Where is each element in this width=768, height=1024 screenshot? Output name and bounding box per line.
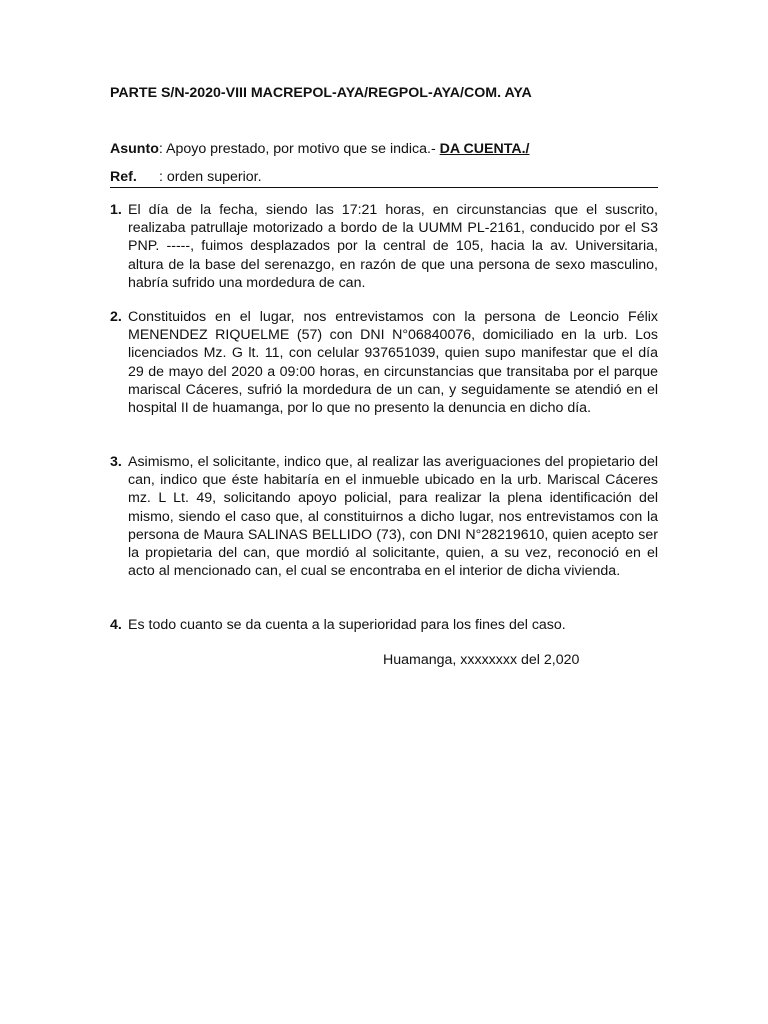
- subject-label: Asunto: [110, 141, 159, 157]
- subject-emphasis: DA CUENTA./: [439, 141, 530, 157]
- paragraph-text: Asimismo, el solicitante, indico que, al realizar las averiguaciones del propietario del can, indico que éste habitaría en el inmueble ubicado en la urb. Mariscal Cáceres mz. L Lt. 49, solicitando apoyo policial, para realizar la plena identificación del mismo, siendo el caso que, al constituirnos a dicho lugar, nos entrevistamos con la persona de Maura SALINAS BELLIDO (73), con DNI N°28219610, quien acepto ser la propietaria del can, que mordió al solicitante, quien, a su vez, reconoció en el acto al mencionado can, el cual se encontraba en el interior de dicha vivienda.: [128, 454, 658, 580]
- paragraph-text: El día de la fecha, siendo las 17:21 horas, en circunstancias que el suscrito, realizaba patrullaje motorizado a bordo de la UUMM PL-2161, conducido por el S3 PNP. -----, fuimos desplazados por la central de 105, hacia la av. Universitaria, altura de la base del serenazgo, en razón de que una persona de sexo masculino, habría sufrido una mordedura de can.: [128, 202, 658, 291]
- paragraph-item-4: [110, 616, 658, 634]
- closing-place-date: Huamanga, xxxxxxxx del 2,020: [383, 652, 580, 668]
- paragraph-item-1: [110, 201, 658, 292]
- paragraph-text: Es todo cuanto se da cuenta a la superioridad para los fines del caso.: [128, 617, 566, 633]
- header-divider: [110, 187, 658, 188]
- reference-line: [110, 169, 262, 185]
- paragraph-number: 2.: [110, 309, 122, 325]
- paragraph-number: 3.: [110, 454, 122, 470]
- document-page: [110, 0, 658, 1024]
- paragraph-item-2: [110, 308, 658, 417]
- subject-text: : Apoyo prestado, por motivo que se indica.-: [158, 141, 440, 157]
- paragraph-text: Constituidos en el lugar, nos entrevistamos con la persona de Leoncio Félix MENENDEZ RIQUELME (57) con DNI N°06840076, domiciliado en la urb. Los licenciados Mz. G lt. 11, con celular 937651039, quien supo manifestar que el día 29 de mayo del 2020 a 09:00 horas, en circunstancias que transitaba por el parque mariscal Cáceres, sufrió la mordedura de un can, y seguidamente se atendió en el hospital II de huamanga, por lo que no presento la denuncia en dicho día.: [128, 309, 658, 417]
- paragraph-number: 4.: [110, 617, 122, 633]
- reference-text: : orden superior.: [159, 169, 262, 185]
- paragraph-number: 1.: [110, 202, 122, 218]
- reference-label: Ref.: [110, 169, 137, 185]
- paragraph-item-3: [110, 453, 658, 580]
- document-title: PARTE S/N-2020-VIII MACREPOL-AYA/REGPOL-AYA/COM. AYA: [110, 85, 532, 101]
- subject-line: [110, 141, 530, 157]
